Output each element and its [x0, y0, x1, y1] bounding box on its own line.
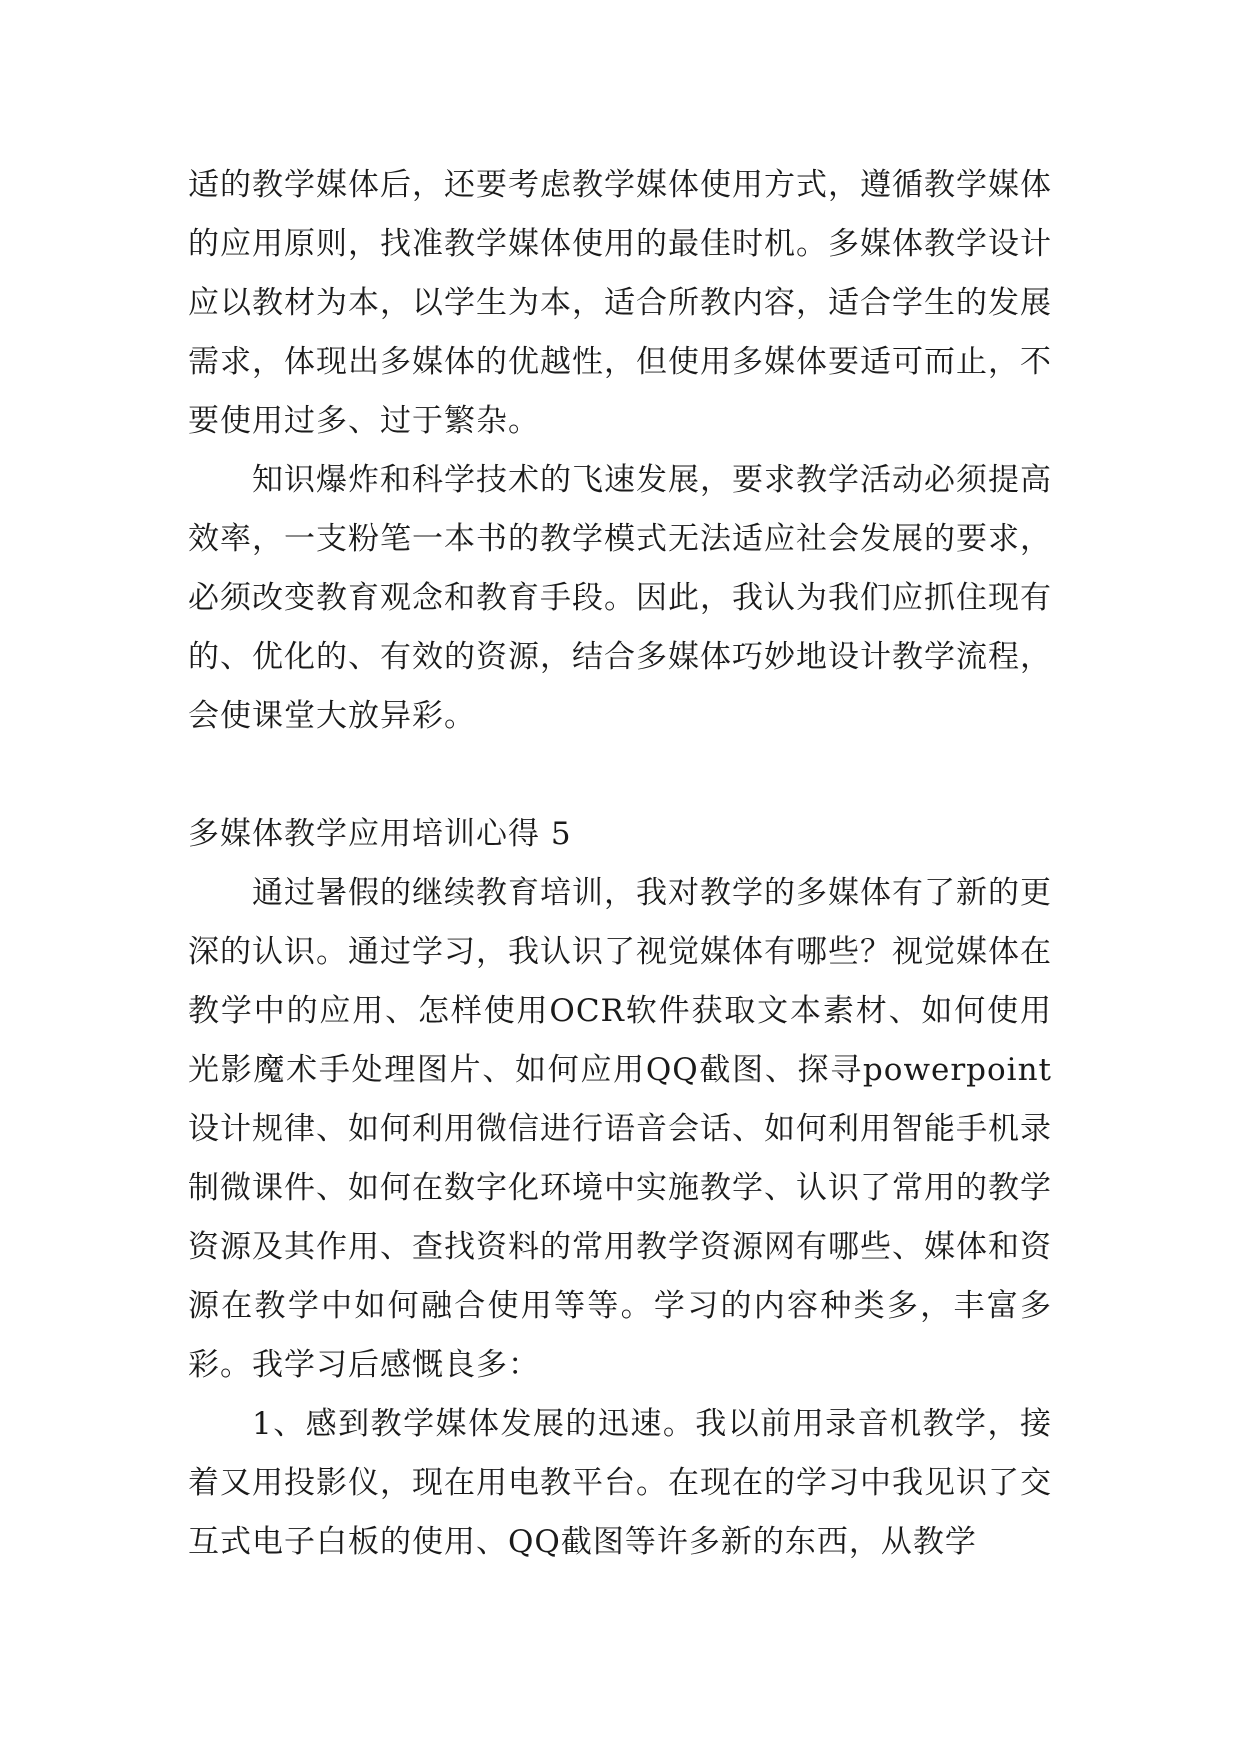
section-spacer	[188, 746, 1052, 805]
paragraph-point-1: 1、感到教学媒体发展的迅速。我以前用录音机教学，接着又用投影仪，现在用电教平台。在现在的学习中我见识了交互式电子白板的使用、QQ截图等许多新的东西，从教学	[188, 1406, 1052, 1560]
paragraph-continuation: 适的教学媒体后，还要考虑教学媒体使用方式，遵循教学媒体的应用原则，找准教学媒体使用的最佳时机。多媒体教学设计应以教材为本，以学生为本，适合所教内容，适合学生的发展需求，体现出多媒体的优越性，但使用多媒体要适可而止，不要使用过多、过于繁杂。	[188, 167, 1052, 439]
paragraph-training-summary: 通过暑假的继续教育培训，我对教学的多媒体有了新的更深的认识。通过学习，我认识了视觉媒体有哪些？视觉媒体在教学中的应用、怎样使用OCR软件获取文本素材、如何使用光影魔术手处理图片、如何应用QQ截图、探寻powerpoint设计规律、如何利用微信进行语音会话、如何利用智能手机录制微课件、如何在数字化环境中实施教学、认识了常用的教学资源及其作用、查找资料的常用教学资源网有哪些、媒体和资源在教学中如何融合使用等等。学习的内容种类多，丰富多彩。我学习后感慨良多：	[188, 875, 1052, 1383]
section-title: 多媒体教学应用培训心得 5	[188, 816, 572, 852]
document-body	[188, 156, 1052, 1572]
paragraph-knowledge-explosion: 知识爆炸和科学技术的飞速发展，要求教学活动必须提高效率，一支粉笔一本书的教学模式无法适应社会发展的要求，必须改变教育观念和教育手段。因此，我认为我们应抓住现有的、优化的、有效的资源，结合多媒体巧妙地设计教学流程，会使课堂大放异彩。	[188, 462, 1052, 734]
